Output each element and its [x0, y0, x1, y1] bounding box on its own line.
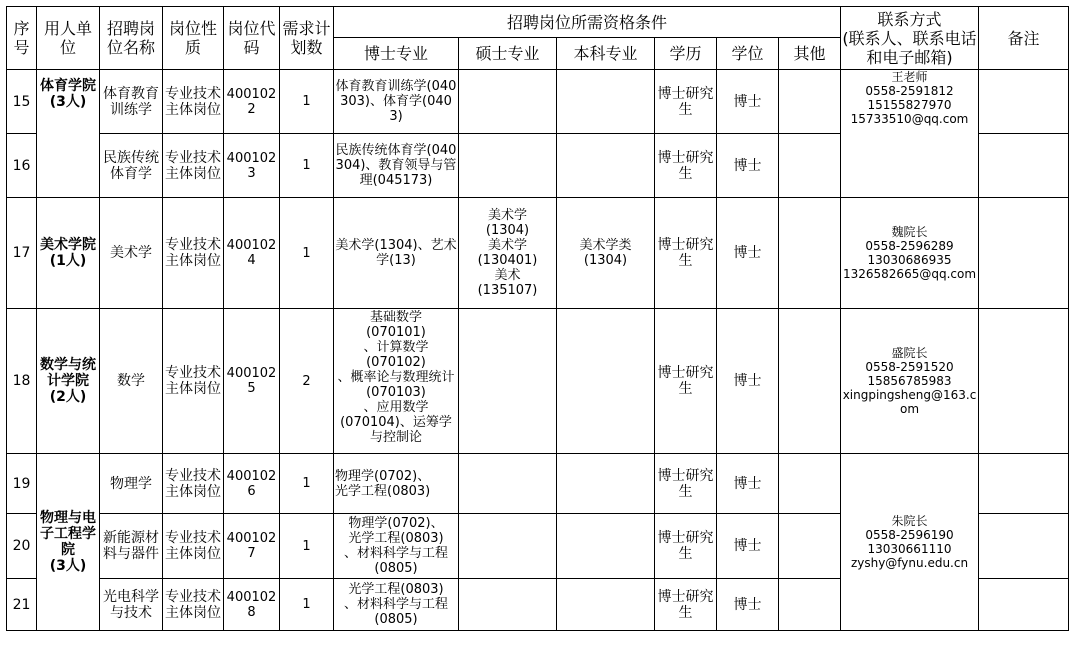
- cell-unit-math: 数学与统计学院 (2人): [37, 309, 100, 454]
- cell-nature: 专业技术主体岗位: [163, 198, 224, 309]
- cell-phd: 美术学(1304)、艺术学(13): [334, 198, 459, 309]
- header-requirements: 招聘岗位所需资格条件: [334, 7, 841, 38]
- cell-remark: [979, 198, 1069, 309]
- cell-other: [779, 70, 841, 134]
- cell-other: [779, 309, 841, 454]
- cell-num: 1: [280, 514, 334, 579]
- cell-degree: 博士: [717, 198, 779, 309]
- header-contact: 联系方式 (联系人、联系电话和电子邮箱): [841, 7, 979, 70]
- cell-bachelor: [557, 579, 655, 631]
- cell-degree: 博士: [717, 454, 779, 514]
- cell-nature: 专业技术主体岗位: [163, 514, 224, 579]
- cell-code: 4001028: [224, 579, 280, 631]
- cell-nature: 专业技术主体岗位: [163, 70, 224, 134]
- cell-master: [459, 454, 557, 514]
- header-post-nature: 岗位性质: [163, 7, 224, 70]
- cell-remark: [979, 70, 1069, 134]
- header-other: 其他: [779, 38, 841, 70]
- cell-master: 美术学 (1304) 美术学 (130401) 美术 (135107): [459, 198, 557, 309]
- cell-master: [459, 514, 557, 579]
- cell-master: [459, 579, 557, 631]
- cell-phd: [334, 309, 459, 454]
- cell-seq: 21: [7, 579, 37, 631]
- cell-contact-math: 盛院长 0558-2591520 15856785983 xingpingsheng@163.com: [841, 309, 979, 454]
- header-master-major: 硕士专业: [459, 38, 557, 70]
- recruitment-table-sheet: [6, 6, 1069, 631]
- cell-code: 4001025: [224, 309, 280, 454]
- header-unit: 用人单位: [37, 7, 100, 70]
- cell-contact-physics: 朱院长 0558-2596190 13030661110 zyshy@fynu.edu.cn: [841, 454, 979, 631]
- cell-education: 博士研究生: [655, 514, 717, 579]
- cell-post: 体育教育训练学: [100, 70, 163, 134]
- cell-degree: 博士: [717, 514, 779, 579]
- cell-remark: [979, 514, 1069, 579]
- cell-other: [779, 134, 841, 198]
- header-education: 学历: [655, 38, 717, 70]
- cell-code: 4001026: [224, 454, 280, 514]
- cell-seq: 18: [7, 309, 37, 454]
- cell-education: 博士研究生: [655, 454, 717, 514]
- cell-phd: 体育教育训练学(040303)、体育学(0403): [334, 70, 459, 134]
- cell-num: 1: [280, 579, 334, 631]
- unit-sports-label: 体育学院 (3人): [40, 77, 96, 110]
- table-row: [7, 70, 1069, 134]
- cell-education: 博士研究生: [655, 309, 717, 454]
- cell-code: 4001023: [224, 134, 280, 198]
- header-bachelor-major: 本科专业: [557, 38, 655, 70]
- cell-num: 1: [280, 454, 334, 514]
- table-row: [7, 454, 1069, 514]
- cell-num: 1: [280, 134, 334, 198]
- cell-seq: 19: [7, 454, 37, 514]
- cell-contact-sports: 王老师 0558-2591812 15155827970 15733510@qq.com: [841, 70, 979, 198]
- cell-seq: 15: [7, 70, 37, 134]
- phd-major-text: 基础数学 (070101) 、计算数学 (070102) 、概率论与数理统计(070103) 、应用数学 (070104)、运筹学与控制论: [337, 309, 455, 445]
- cell-nature: 专业技术主体岗位: [163, 454, 224, 514]
- cell-education: 博士研究生: [655, 134, 717, 198]
- cell-education: 博士研究生: [655, 579, 717, 631]
- cell-other: [779, 514, 841, 579]
- cell-phd: 物理学(0702)、 光学工程(0803): [334, 454, 459, 514]
- header-demand: 需求计划数: [280, 7, 334, 70]
- cell-other: [779, 579, 841, 631]
- cell-phd: 光学工程(0803) 、材料科学与工程 (0805): [334, 579, 459, 631]
- cell-contact-arts: 魏院长 0558-2596289 13030686935 1326582665@qq.com: [841, 198, 979, 309]
- cell-bachelor: [557, 70, 655, 134]
- cell-num: 1: [280, 198, 334, 309]
- header-phd-major: 博士专业: [334, 38, 459, 70]
- cell-remark: [979, 309, 1069, 454]
- header-degree: 学位: [717, 38, 779, 70]
- cell-remark: [979, 454, 1069, 514]
- header-row-1: [7, 7, 1069, 38]
- cell-post: 新能源材料与器件: [100, 514, 163, 579]
- table-row: [7, 198, 1069, 309]
- cell-unit-sports: [37, 70, 100, 198]
- cell-nature: 专业技术主体岗位: [163, 134, 224, 198]
- cell-phd: 物理学(0702)、 光学工程(0803) 、材料科学与工程 (0805): [334, 514, 459, 579]
- cell-post: 美术学: [100, 198, 163, 309]
- cell-degree: 博士: [717, 134, 779, 198]
- cell-seq: 16: [7, 134, 37, 198]
- cell-phd: 民族传统体育学(040304)、教育领导与管理(045173): [334, 134, 459, 198]
- cell-bachelor: [557, 134, 655, 198]
- cell-bachelor: 美术学类 (1304): [557, 198, 655, 309]
- cell-code: 4001027: [224, 514, 280, 579]
- cell-unit-arts: 美术学院 (1人): [37, 198, 100, 309]
- cell-degree: 博士: [717, 70, 779, 134]
- cell-unit-physics: 物理与电子工程学院 (3人): [37, 454, 100, 631]
- cell-master: [459, 70, 557, 134]
- cell-num: 2: [280, 309, 334, 454]
- cell-education: 博士研究生: [655, 70, 717, 134]
- cell-degree: 博士: [717, 579, 779, 631]
- cell-bachelor: [557, 309, 655, 454]
- cell-master: [459, 134, 557, 198]
- cell-other: [779, 454, 841, 514]
- cell-post: 民族传统体育学: [100, 134, 163, 198]
- cell-nature: 专业技术主体岗位: [163, 309, 224, 454]
- header-remark: 备注: [979, 7, 1069, 70]
- cell-remark: [979, 579, 1069, 631]
- recruitment-table: [6, 6, 1069, 631]
- cell-nature: 专业技术主体岗位: [163, 579, 224, 631]
- cell-other: [779, 198, 841, 309]
- cell-bachelor: [557, 454, 655, 514]
- cell-seq: 20: [7, 514, 37, 579]
- cell-num: 1: [280, 70, 334, 134]
- cell-remark: [979, 134, 1069, 198]
- header-post-name: 招聘岗位名称: [100, 7, 163, 70]
- cell-degree: 博士: [717, 309, 779, 454]
- cell-post: 光电科学与技术: [100, 579, 163, 631]
- cell-master: [459, 309, 557, 454]
- cell-code: 4001024: [224, 198, 280, 309]
- table-row: [7, 309, 1069, 454]
- cell-post: 物理学: [100, 454, 163, 514]
- cell-education: 博士研究生: [655, 198, 717, 309]
- cell-post: 数学: [100, 309, 163, 454]
- cell-bachelor: [557, 514, 655, 579]
- header-post-code: 岗位代码: [224, 7, 280, 70]
- header-seq: 序号: [7, 7, 37, 70]
- cell-code: 4001022: [224, 70, 280, 134]
- cell-seq: 17: [7, 198, 37, 309]
